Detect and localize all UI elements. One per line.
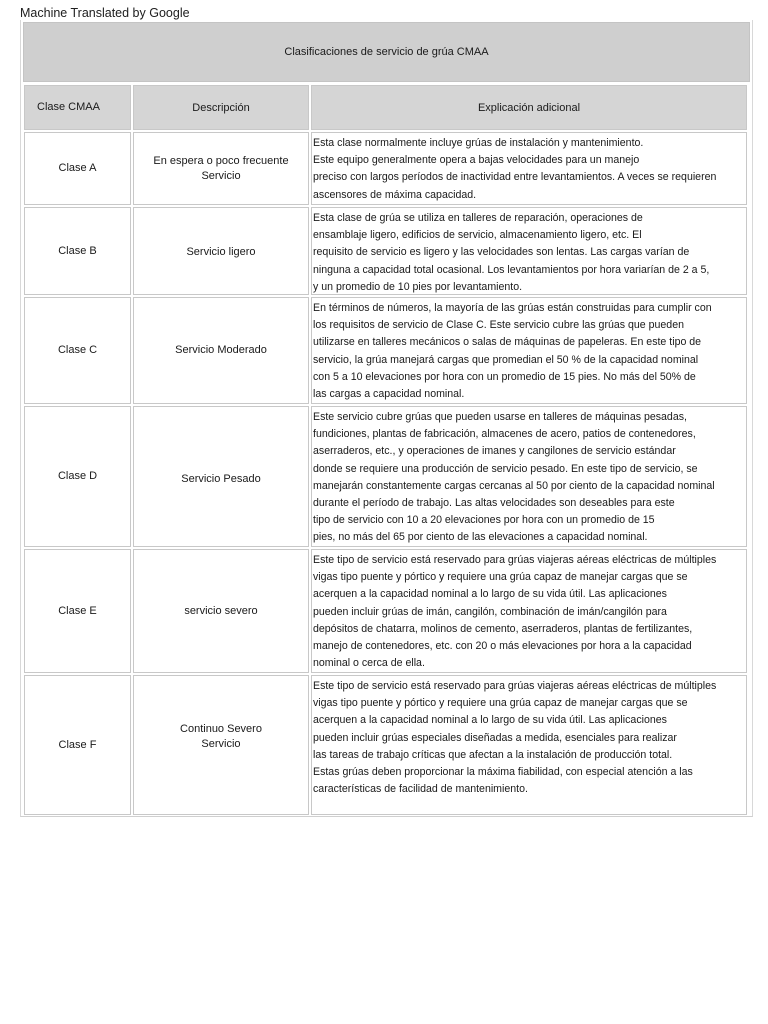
table-row [23, 206, 750, 296]
machine-translated-banner: Machine Translated by Google [20, 6, 190, 20]
descripcion-cell [133, 132, 309, 205]
explicacion-line: las cargas a capacidad nominal. [313, 388, 465, 401]
explicacion-line: manejarán constantemente cargas cercanas al 50 por ciento de la capacidad nominal [313, 479, 715, 492]
table-title: Clasificaciones de servicio de grúa CMAA [23, 22, 750, 82]
explicacion-line: servicio, la grúa manejará cargas que promedian el 50 % de la capacidad nominal [313, 353, 699, 366]
descripcion-cell [133, 549, 309, 673]
clase-cell: Clase F [24, 675, 131, 815]
header-descripcion: Descripción [133, 85, 309, 130]
explicacion-line: preciso con largos períodos de inactividad entre levantamientos. A veces se requieren [313, 171, 717, 184]
table-row [23, 674, 750, 816]
explicacion-line: Este tipo de servicio está reservado para grúas viajeras aéreas eléctricas de múltiples [313, 554, 717, 566]
explicacion-line: ensamblaje ligero, edificios de servicio, almacenamiento ligero, etc. El [313, 229, 642, 242]
clase-cell: Clase A [24, 132, 131, 205]
clase-cell: Clase B [24, 207, 131, 295]
explicacion-line: pueden incluir grúas especiales diseñadas a medida, esenciales para realizar [313, 731, 677, 744]
explicacion-line: durante el período de trabajo. Las altas velocidades son deseables para este [313, 497, 675, 510]
header-clase-cmaa: Clase CMAA [24, 85, 131, 130]
explicacion-line: pies, no más del 65 por ciento de las elevaciones a capacidad nominal. [313, 531, 648, 544]
explicacion-cell [311, 207, 747, 295]
table-header-row [23, 84, 750, 131]
explicacion-line: los requisitos de servicio de Clase C. Este servicio cubre las grúas que pueden [313, 319, 684, 332]
explicacion-line: tipo de servicio con 10 a 20 elevaciones por hora con un promedio de 15 [313, 514, 655, 527]
clase-cell: Clase C [24, 297, 131, 404]
table-row [23, 405, 750, 548]
explicacion-line: manejo de contenedores, etc. con 20 o más elevaciones por hora a la capacidad [313, 640, 692, 653]
header-explicacion: Explicación adicional [311, 85, 747, 130]
descripcion-line: Continuo Severo [180, 723, 262, 735]
explicacion-line: Este tipo de servicio está reservado para grúas viajeras aéreas eléctricas de múltiples [313, 680, 717, 692]
clase-cell: Clase E [24, 549, 131, 673]
explicacion-line: En términos de números, la mayoría de las grúas están construidas para cumplir con [313, 302, 712, 314]
explicacion-line: fundiciones, plantas de fabricación, almacenes de acero, patios de contenedores, [313, 428, 696, 441]
descripcion-line: servicio severo [184, 604, 258, 617]
descripcion-cell [133, 406, 309, 547]
descripcion-line: Servicio ligero [186, 246, 256, 258]
descripcion-line: En espera o poco frecuente [153, 154, 289, 167]
explicacion-line: aserraderos, etc., y operaciones de imanes y cangilones de servicio estándar [313, 445, 676, 458]
explicacion-line: depósitos de chatarra, molinos de cemento, aserraderos, plantas de fertilizantes, [313, 622, 693, 635]
explicacion-line: acerquen a la capacidad nominal a lo largo de su vida útil. Las aplicaciones [313, 588, 667, 601]
table-row [23, 131, 750, 206]
descripcion-line: Servicio Pesado [181, 473, 261, 485]
table-row [23, 548, 750, 674]
explicacion-line: y un promedio de 10 pies por levantamiento. [313, 280, 523, 293]
explicacion-cell [311, 549, 747, 673]
explicacion-cell [311, 132, 747, 205]
explicacion-cell [311, 406, 747, 547]
explicacion-line: vigas tipo puente y pórtico y requiere una grúa capaz de manejar cargas que se [313, 697, 688, 710]
descripcion-cell [133, 675, 309, 815]
explicacion-line: donde se requiere una producción de servicio pesado. En este tipo de servicio, se [313, 462, 698, 475]
explicacion-line: pueden incluir grúas de imán, cangilón, combinación de imán/cangilón para [313, 605, 667, 618]
clase-cell: Clase D [24, 406, 131, 547]
descripcion-cell [133, 207, 309, 295]
explicacion-line: las tareas de trabajo críticas que afectan a la instalación de producción total. [313, 748, 673, 761]
explicacion-line: con 5 a 10 elevaciones por hora con un promedio de 15 pies. No más del 50% de [313, 370, 696, 383]
explicacion-line: Esta clase normalmente incluye grúas de instalación y mantenimiento. [313, 137, 644, 149]
explicacion-cell [311, 675, 747, 815]
explicacion-line: ascensores de máxima capacidad. [313, 188, 477, 201]
explicacion-line: Esta clase de grúa se utiliza en talleres de reparación, operaciones de [313, 212, 643, 224]
descripcion-cell [133, 297, 309, 404]
crane-classification-table [20, 20, 753, 817]
explicacion-line: acerquen a la capacidad nominal a lo largo de su vida útil. Las aplicaciones [313, 714, 667, 727]
descripcion-line: Servicio Moderado [175, 344, 267, 356]
explicacion-line: utilizarse en talleres mecánicos o salas de máquinas de papeleras. En este tipo de [313, 336, 702, 349]
explicacion-line: Este servicio cubre grúas que pueden usarse en talleres de máquinas pesadas, [313, 411, 687, 423]
explicacion-line: Este equipo generalmente opera a bajas velocidades para un manejo [313, 154, 640, 167]
explicacion-line: requisito de servicio es ligero y las velocidades son lentas. Las cargas varían de [313, 246, 690, 259]
explicacion-line: nominal o cerca de ella. [313, 657, 425, 670]
explicacion-line: características de facilidad de mantenimiento. [313, 783, 528, 796]
explicacion-line: ninguna a capacidad total ocasional. Los levantamientos por hora variarían de 2 a 5, [313, 263, 710, 276]
explicacion-line: Estas grúas deben proporcionar la máxima fiabilidad, con especial atención a las [313, 766, 693, 779]
table-row [23, 296, 750, 405]
descripcion-line: Servicio [201, 738, 241, 750]
descripcion-line: Servicio [201, 169, 241, 182]
explicacion-cell [311, 297, 747, 404]
explicacion-line: vigas tipo puente y pórtico y requiere una grúa capaz de manejar cargas que se [313, 571, 688, 584]
